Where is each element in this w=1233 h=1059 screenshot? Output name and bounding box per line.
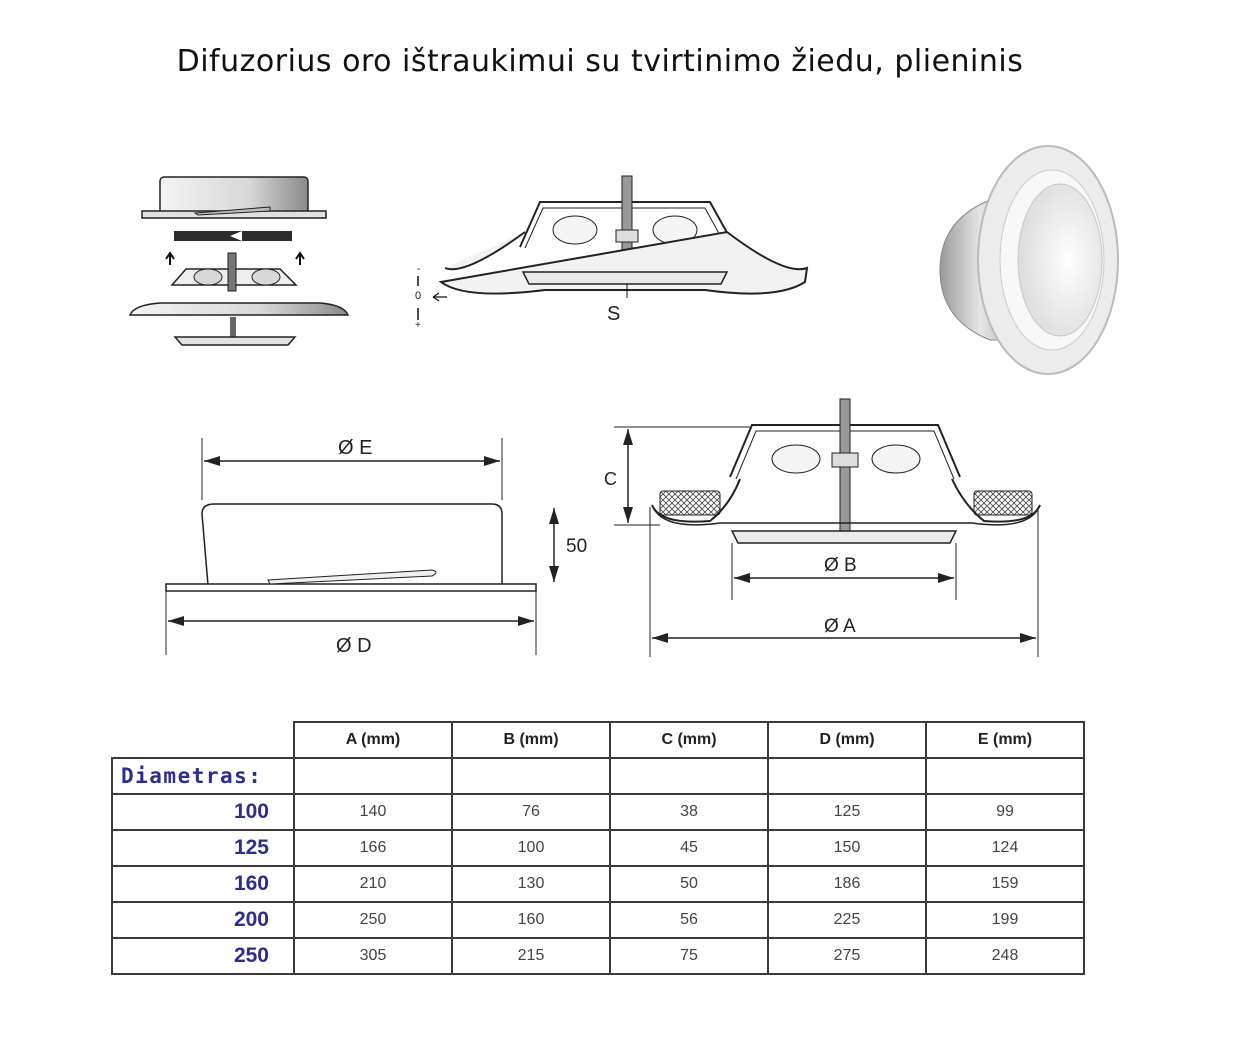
table-cell: 75 [610, 938, 768, 974]
table-row [112, 866, 1084, 902]
diameter-label: 250 [112, 938, 294, 974]
diameter-row-header: Diametras: [112, 758, 294, 794]
table-cell: 56 [610, 902, 768, 938]
table-cell: 50 [610, 866, 768, 902]
table-cell: 45 [610, 830, 768, 866]
dim-b-label: Ø B [824, 555, 857, 576]
table-cell: 140 [294, 794, 452, 830]
table-cell: 275 [768, 938, 926, 974]
table-cell: 250 [294, 902, 452, 938]
table-row [112, 902, 1084, 938]
table-cell: 186 [768, 866, 926, 902]
dim-d-label: Ø D [336, 635, 372, 657]
table-cell: 199 [926, 902, 1084, 938]
ring-dimension-drawing [160, 430, 600, 660]
header-b: B (mm) [452, 722, 610, 758]
header-e: E (mm) [926, 722, 1084, 758]
table-cell: 100 [452, 830, 610, 866]
table-cell [768, 758, 926, 794]
table-header-row [112, 722, 1084, 758]
table-cell: 99 [926, 794, 1084, 830]
dim-height-label: 50 [566, 536, 588, 557]
table-cell [610, 758, 768, 794]
header-c: C (mm) [610, 722, 768, 758]
table-cell: 124 [926, 830, 1084, 866]
diameter-label: 200 [112, 902, 294, 938]
diameter-label: 160 [112, 866, 294, 902]
table-cell [452, 758, 610, 794]
diameter-label: 125 [112, 830, 294, 866]
table-cell: 125 [768, 794, 926, 830]
diffuser-dimension-drawing [600, 395, 1050, 665]
table-cell: 159 [926, 866, 1084, 902]
table-row [112, 794, 1084, 830]
dim-e-label: Ø E [338, 437, 373, 459]
table-cell [926, 758, 1084, 794]
table-cell: 305 [294, 938, 452, 974]
table-cell: 160 [452, 902, 610, 938]
adjust-minus-label: - [417, 264, 421, 275]
table-row [112, 938, 1084, 974]
table-cell: 130 [452, 866, 610, 902]
table-cell: 166 [294, 830, 452, 866]
page-title: Difuzorius oro ištraukimui su tvirtinimo žiedu, plieninis [176, 44, 1024, 79]
exploded-assembly-drawing [120, 165, 360, 355]
table-cell: 210 [294, 866, 452, 902]
table-cell: 215 [452, 938, 610, 974]
table-row [112, 830, 1084, 866]
dimensions-table [111, 721, 1085, 975]
diameter-label: 100 [112, 794, 294, 830]
adjust-plus-label: + [415, 320, 421, 331]
dim-a-label: Ø A [824, 616, 856, 637]
dim-c-label: C [604, 469, 617, 489]
header-d: D (mm) [768, 722, 926, 758]
table-cell: 248 [926, 938, 1084, 974]
diffuser-product-image [930, 140, 1120, 380]
table-cell: 76 [452, 794, 610, 830]
table-row [112, 758, 1084, 794]
table-cell [294, 758, 452, 794]
adjustment-section-drawing [405, 172, 825, 332]
header-a: A (mm) [294, 722, 452, 758]
table-corner-cell [112, 722, 294, 758]
table-cell: 225 [768, 902, 926, 938]
adjust-zero-label: 0 [415, 290, 422, 302]
table-cell: 150 [768, 830, 926, 866]
table-cell: 38 [610, 794, 768, 830]
gap-s-label: S [607, 303, 621, 325]
